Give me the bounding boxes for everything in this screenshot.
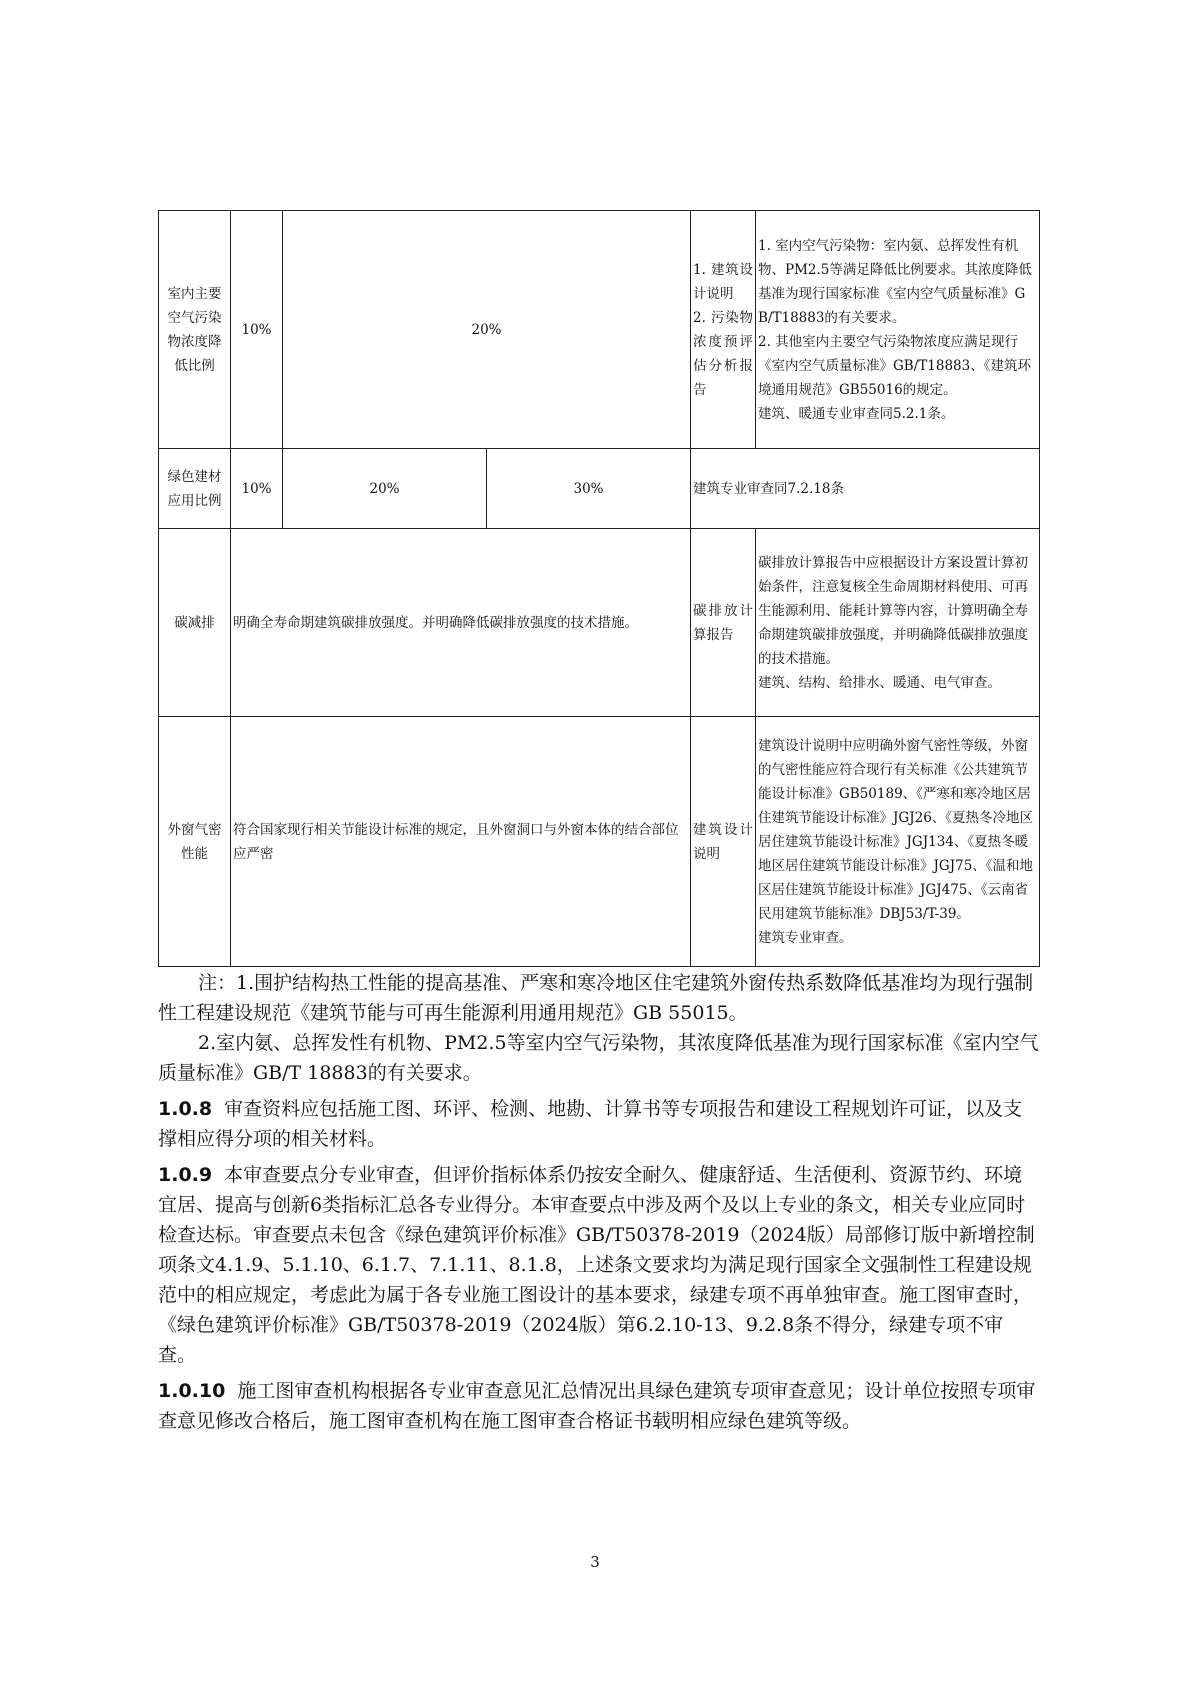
page-number: 3 xyxy=(590,1553,600,1571)
table-row xyxy=(159,211,1040,449)
note-line: 碳排放计算报告中应根据设计方案设置计算初始条件，注意复核全生命周期材料使用、可再生能源利用、能耗计算等内容，计算明确全寿命期建筑碳排放强度，并明确降低碳排放强度的技术措施。 xyxy=(758,554,1029,667)
clause-number: 1.0.9 xyxy=(158,1164,213,1186)
score-value: 20% xyxy=(283,449,487,529)
note-line: 建筑、结构、给排水、暖通、电气审查。 xyxy=(758,674,1002,691)
clause-text: 施工图审查机构根据各专业审查意见汇总情况出具绿色建筑专项审查意见；设计单位按照专项审查意见修改合格后，施工图审查机构在施工图审查合格证书载明相应绿色建筑等级。 xyxy=(158,1380,1036,1432)
table-row xyxy=(159,717,1040,967)
score-value: 20% xyxy=(283,211,691,449)
review-notes xyxy=(756,529,1040,717)
clause-1-0-10 xyxy=(158,1376,1039,1436)
table-row xyxy=(159,449,1040,529)
item-name: 碳减排 xyxy=(159,529,231,717)
material-line: 1. 建筑设计说明 xyxy=(693,261,754,302)
score-value: 10% xyxy=(231,449,283,529)
material-line: 2. 污染物浓度预评估分析报告 xyxy=(693,309,754,398)
footnote: 2.室内氨、总挥发性有机物、PM2.5等室内空气污染物，其浓度降低基准为现行国家标准《室内空气质量标准》GB/T 18883的有关要求。 xyxy=(158,1032,1039,1084)
review-notes xyxy=(756,717,1040,967)
review-table xyxy=(158,210,1040,967)
review-notes xyxy=(756,211,1040,449)
note-line: 1. 室内空气污染物：室内氨、总挥发性有机物、PM2.5等满足降低比例要求。其浓度降低基准为现行国家标准《室内空气质量标准》GB/T18883的有关要求。 xyxy=(758,237,1032,326)
clause-number: 1.0.8 xyxy=(158,1098,213,1120)
score-value: 30% xyxy=(487,449,691,529)
body-text xyxy=(158,968,1039,1436)
review-materials: 建筑设计说明 xyxy=(691,717,756,967)
review-materials xyxy=(691,211,756,449)
requirement-text: 明确全寿命期建筑碳排放强度。并明确降低碳排放强度的技术措施。 xyxy=(231,529,691,717)
clause-number: 1.0.10 xyxy=(158,1380,226,1402)
item-name: 室内主要空气污染物浓度降低比例 xyxy=(159,211,231,449)
note-line: 建筑设计说明中应明确外窗气密性等级，外窗的气密性能应符合现行有关标准《公共建筑节能设计标准》GB50189、《严寒和寒冷地区居住建筑节能设计标准》JGJ26、《夏热冬冷地区居住建筑节能设计标准》JGJ134、《夏热冬暖地区居住建筑节能设计标准》JGJ75、《温和地区居住建筑节能设计标准》JGJ475、《云南省民用建筑节能标准》DBJ53/T-39。 xyxy=(758,737,1034,922)
item-name: 外窗气密性能 xyxy=(159,717,231,967)
item-name: 绿色建材应用比例 xyxy=(159,449,231,529)
note-line: 2. 其他室内主要空气污染物浓度应满足现行《室内空气质量标准》GB/T18883、《建筑环境通用规范》GB55016的规定。 xyxy=(758,333,1031,398)
clause-text: 审查资料应包括施工图、环评、检测、地勘、计算书等专项报告和建设工程规划许可证，以及支撑相应得分项的相关材料。 xyxy=(158,1098,1023,1150)
note-line: 建筑、暖通专业审查同5.2.1条。 xyxy=(758,405,955,422)
review-notes: 建筑专业审查同7.2.18条 xyxy=(691,449,1040,529)
score-value: 10% xyxy=(231,211,283,449)
table-row xyxy=(159,529,1040,717)
clause-text: 本审查要点分专业审查，但评价指标体系仍按安全耐久、健康舒适、生活便利、资源节约、环境宜居、提高与创新6类指标汇总各专业得分。本审查要点中涉及两个及以上专业的条文，相关专业应同时检查达标。审查要点未包含《绿色建筑评价标准》GB/T50378-2019（2024版）局部修订版中新增控制项条文4.1.9、5.1.10、6.1.7、7.1.11、8.1.8，上述条文要求均为满足现行国家全文强制性工程建设规范中的相应规定，考虑此为属于各专业施工图设计的基本要求，绿建专项不再单独审查。施工图审查时，《绿色建筑评价标准》GB/T50378-2019（2024版）第6.2.10-13、9.2.8条不得分，绿建专项不审查。 xyxy=(158,1164,1035,1366)
note-line: 建筑专业审查。 xyxy=(758,929,853,946)
review-materials: 碳排放计算报告 xyxy=(691,529,756,717)
footnote: 注：1.围护结构热工性能的提高基准、严寒和寒冷地区住宅建筑外窗传热系数降低基准均为现行强制性工程建设规范《建筑节能与可再生能源利用通用规范》GB 55015。 xyxy=(158,972,1034,1024)
clause-1-0-8 xyxy=(158,1094,1039,1154)
requirement-text: 符合国家现行相关节能设计标准的规定，且外窗洞口与外窗本体的结合部位应严密 xyxy=(231,717,691,967)
clause-1-0-9 xyxy=(158,1160,1039,1370)
